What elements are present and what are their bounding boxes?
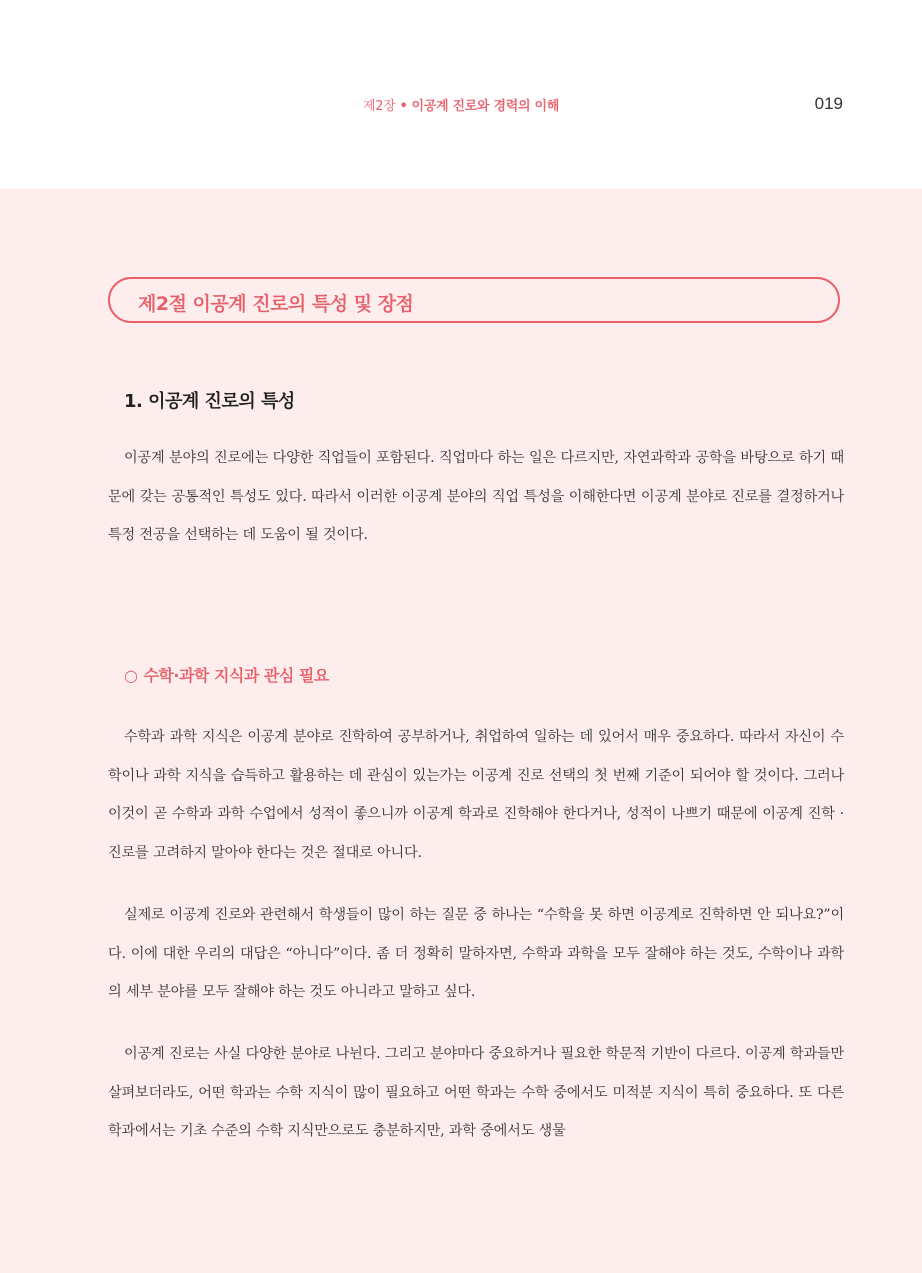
running-head <box>0 95 922 114</box>
page-content <box>0 189 922 1273</box>
subsection-heading: 1. 이공계 진로의 특성 <box>124 391 295 412</box>
topic-title: 수학·과학 지식과 관심 필요 <box>143 666 329 685</box>
body-paragraph-2: 실제로 이공계 진로와 관련해서 학생들이 많이 하는 질문 중 하나는 “수학을 못 하면 이공계로 진학하면 안 되나요?”이다. 이에 대한 우리의 대답은 “아니다”이다. 좀 더 정확히 말하자면, 수학과 과학을 모두 잘해야 하는 것도, 수학이나 과학의 세부 분야를 모두 잘해야 하는 것도 아니라고 말하고 싶다. <box>108 907 844 1000</box>
chapter-label: 제2장 <box>362 99 396 114</box>
body-paragraph-3: 이공계 진로는 사실 다양한 분야로 나뉜다. 그리고 분야마다 중요하거나 필요한 학문적 기반이 다르다. 이공계 학과들만 살펴보더라도, 어떤 학과는 수학 지식이 많이 필요하고 어떤 학과는 수학 중에서도 미적분 지식이 특히 중요하다. 또 다른 학과에서는 기초 수준의 수학 지식만으로도 충분하지만, 과학 중에서도 생물 <box>108 1046 844 1139</box>
topic-heading <box>124 663 329 686</box>
section-title-box <box>108 277 840 323</box>
body-paragraph-1: 수학과 과학 지식은 이공계 분야로 진학하여 공부하거나, 취업하여 일하는 데 있어서 매우 중요하다. 따라서 자신이 수학이나 과학 지식을 습득하고 활용하는 데 관심이 있는가는 이공계 진로 선택의 첫 번째 기준이 되어야 할 것이다. 그러나 이것이 곧 수학과 과학 수업에서 성적이 좋으니까 이공계 학과로 진학해야 한다거나, 성적이 나쁘기 때문에 이공계 진학 · 진로를 고려하지 말아야 한다는 것은 절대로 아니다. <box>108 729 844 861</box>
intro-paragraph: 이공계 분야의 진로에는 다양한 직업들이 포함된다. 직업마다 하는 일은 다르지만, 자연과학과 공학을 바탕으로 하기 때문에 갖는 공통적인 특성도 있다. 따라서 이러한 이공계 분야의 직업 특성을 이해한다면 이공계 분야로 진로를 결정하거나 특정 전공을 선택하는 데 도움이 될 것이다. <box>108 450 844 543</box>
page-number: 019 <box>814 94 843 113</box>
page-header <box>0 0 922 189</box>
separator-dot: • <box>399 99 408 114</box>
circle-bullet-icon: ○ <box>124 666 138 685</box>
chapter-title: 이공계 진로와 경력의 이해 <box>411 99 560 114</box>
section-title: 제2절 이공계 진로의 특성 및 장점 <box>138 293 414 315</box>
